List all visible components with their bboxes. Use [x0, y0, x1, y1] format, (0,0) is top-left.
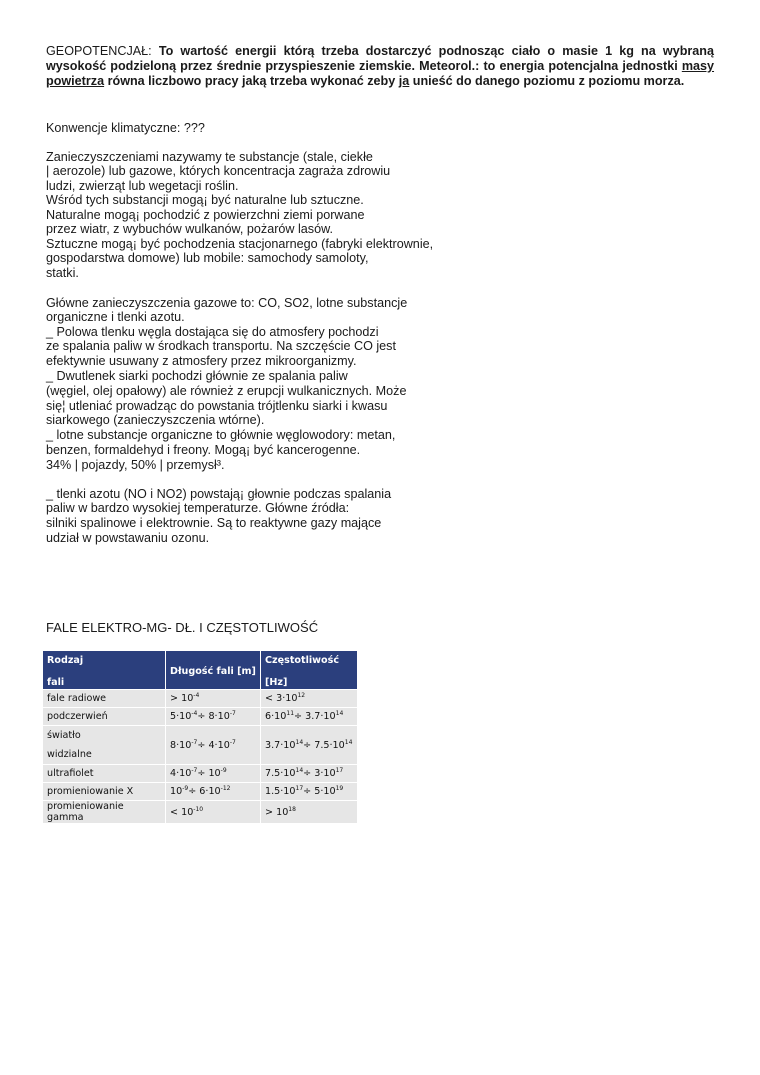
header-wavelength — [166, 651, 261, 690]
text-line: silniki spalinowe i elektrownie. Są to reaktywne gazy mające — [46, 516, 382, 530]
header-wavelength-label: Długość fali [m] — [170, 665, 256, 677]
header-wave-type-bottom: fali — [47, 677, 65, 688]
frequency-cell: > $10^{18}$ — [261, 801, 358, 824]
wavelength-cell: > $10^{-4}$ — [166, 690, 261, 708]
frequency-cell: < $3\cdot 10^{12}$ — [261, 690, 358, 708]
text-line: ludzi, zwierząt lub wegetacji roślin. — [46, 179, 239, 193]
meteorol-label: Meteorol.: — [419, 59, 480, 73]
table-header-row — [43, 651, 358, 690]
wave-type-line: światło — [47, 730, 81, 741]
wavelength-cell: $4\cdot 10^{-7}\div 10^{-9}$ — [166, 765, 261, 783]
text-line: przez wiatr, z wybuchów wulkanów, pożarów lasów. — [46, 222, 333, 236]
wavelength-cell: $5\cdot 10^{-4}\div 8\cdot 10^{-7}$ — [166, 708, 261, 726]
text-line: Wśród tych substancji mogą¡ być naturalne lub sztuczne. — [46, 193, 364, 207]
text-line: organiczne i tlenki azotu. — [46, 310, 185, 324]
frequency-cell: $1.5\cdot 10^{17}\div 5\cdot 10^{19}$ — [261, 783, 358, 801]
meteorol-underlined-phrase: masy powietrza — [46, 59, 715, 88]
frequency-cell: $7.5\cdot 10^{14}\div 3\cdot 10^{17}$ — [261, 765, 358, 783]
geopotential-paragraph — [46, 44, 714, 89]
wave-type-cell — [43, 726, 166, 765]
meteorol-definition-a: to energia potencjalna jednostki — [483, 59, 678, 73]
text-line: 34% | pojazdy, 50% | przemysł³. — [46, 458, 225, 472]
text-line: Sztuczne mogą¡ być pochodzenia stacjonarnego (fabryki elektrownie, — [46, 237, 434, 251]
text-line: _ Dwutlenek siarki pochodzi głównie ze spalania paliw — [46, 369, 348, 383]
frequency-cell: $6\cdot 10^{11}\div 3.7\cdot 10^{14}$ — [261, 708, 358, 726]
text-line: siarkowego (zanieczyszczenia wtórne). — [46, 413, 265, 427]
wave-type-cell: promieniowanie X — [43, 783, 166, 801]
text-line: gospodarstwa domowe) lub mobile: samochody samoloty, — [46, 251, 369, 265]
text-line: _ Polowa tlenku węgla dostająca się do atmosfery pochodzi — [46, 325, 379, 339]
table-row — [43, 801, 358, 824]
wave-type-cell: fale radiowe — [43, 690, 166, 708]
wavelength-cell: $8\cdot 10^{-7}\div 4\cdot 10^{-7}$ — [166, 726, 261, 765]
header-frequency-bottom: [Hz] — [265, 677, 288, 688]
wave-type-cell: promieniowanie gamma — [43, 801, 166, 824]
text-line: Zanieczyszczeniami nazywamy te substancje (stale, ciekłe — [46, 150, 373, 164]
text-line: udział w powstawaniu ozonu. — [46, 531, 210, 545]
header-frequency-top: Częstotliwość — [265, 655, 340, 666]
text-line: _ lotne substancje organiczne to głównie węglowodory: metan, — [46, 428, 396, 442]
text-line: Główne zanieczyszczenia gazowe to: CO, SO2, lotne substancje — [46, 296, 408, 310]
header-frequency — [261, 651, 358, 690]
wavelength-cell: < $10^{-10}$ — [166, 801, 261, 824]
text-line: benzen, formaldehyd i freony. Mogą¡ być kancerogenne. — [46, 443, 361, 457]
meteorol-definition-b: równa liczbowo pracy jaką trzeba wykonać zeby — [107, 74, 396, 88]
text-line: się¦ utleniać prowadząc do powstania trójtlenku siarki i kwasu — [46, 399, 388, 413]
wave-type-cell: ultrafiolet — [43, 765, 166, 783]
text-line: statki. — [46, 266, 79, 280]
text-line: _ tlenki azotu (NO i NO2) powstają¡ głownie podczas spalania — [46, 487, 392, 501]
geopotential-term: GEOPOTENCJAŁ: — [46, 44, 152, 58]
table-row — [43, 690, 358, 708]
text-line: efektywnie usuwany z atmosfery przez mikroorganizmy. — [46, 354, 357, 368]
header-wave-type-top: Rodzaj — [47, 655, 84, 666]
text-line: paliw w bardzo wysokiej temperaturze. Główne źródła: — [46, 501, 350, 515]
text-line: (węgiel, olej opałowy) ale również z erupcji wulkanicznych. Może — [46, 384, 407, 398]
wavelength-cell: $10^{-9}\div 6\cdot 10^{-12}$ — [166, 783, 261, 801]
text-line: | aerozole) lub gazowe, których koncentracja zagraża zdrowiu — [46, 164, 391, 178]
geopotential-definition: To wartość energii którą trzeba dostarczyć podnosząc ciało o masie 1 kg na wybraną wysokość podzieloną przez średnie przyspieszenie ziemskie. — [46, 44, 714, 73]
section-title: FALE ELEKTRO-MG- DŁ. I CZĘSTOTLIWOŚĆ — [46, 620, 319, 635]
wave-type-cell: podczerwień — [43, 708, 166, 726]
table-row — [43, 708, 358, 726]
meteorol-underlined-ja: ja — [398, 74, 410, 88]
table-row — [43, 783, 358, 801]
text-line: Naturalne mogą¡ pochodzić z powierzchni ziemi porwane — [46, 208, 365, 222]
text-line: ze spalania paliw w środkach transportu. Na szczęście CO jest — [46, 339, 396, 353]
text-line: Konwencje klimatyczne: ??? — [46, 121, 205, 135]
header-wave-type — [43, 651, 166, 690]
meteorol-definition-c: unieść do danego poziomu z poziomu morza. — [412, 74, 685, 88]
wave-type-line: widzialne — [47, 749, 92, 760]
frequency-cell: $3.7\cdot 10^{14}\div 7.5\cdot 10^{14}$ — [261, 726, 358, 765]
table-row — [43, 765, 358, 783]
em-waves-table — [42, 650, 358, 824]
table-row — [43, 726, 358, 765]
